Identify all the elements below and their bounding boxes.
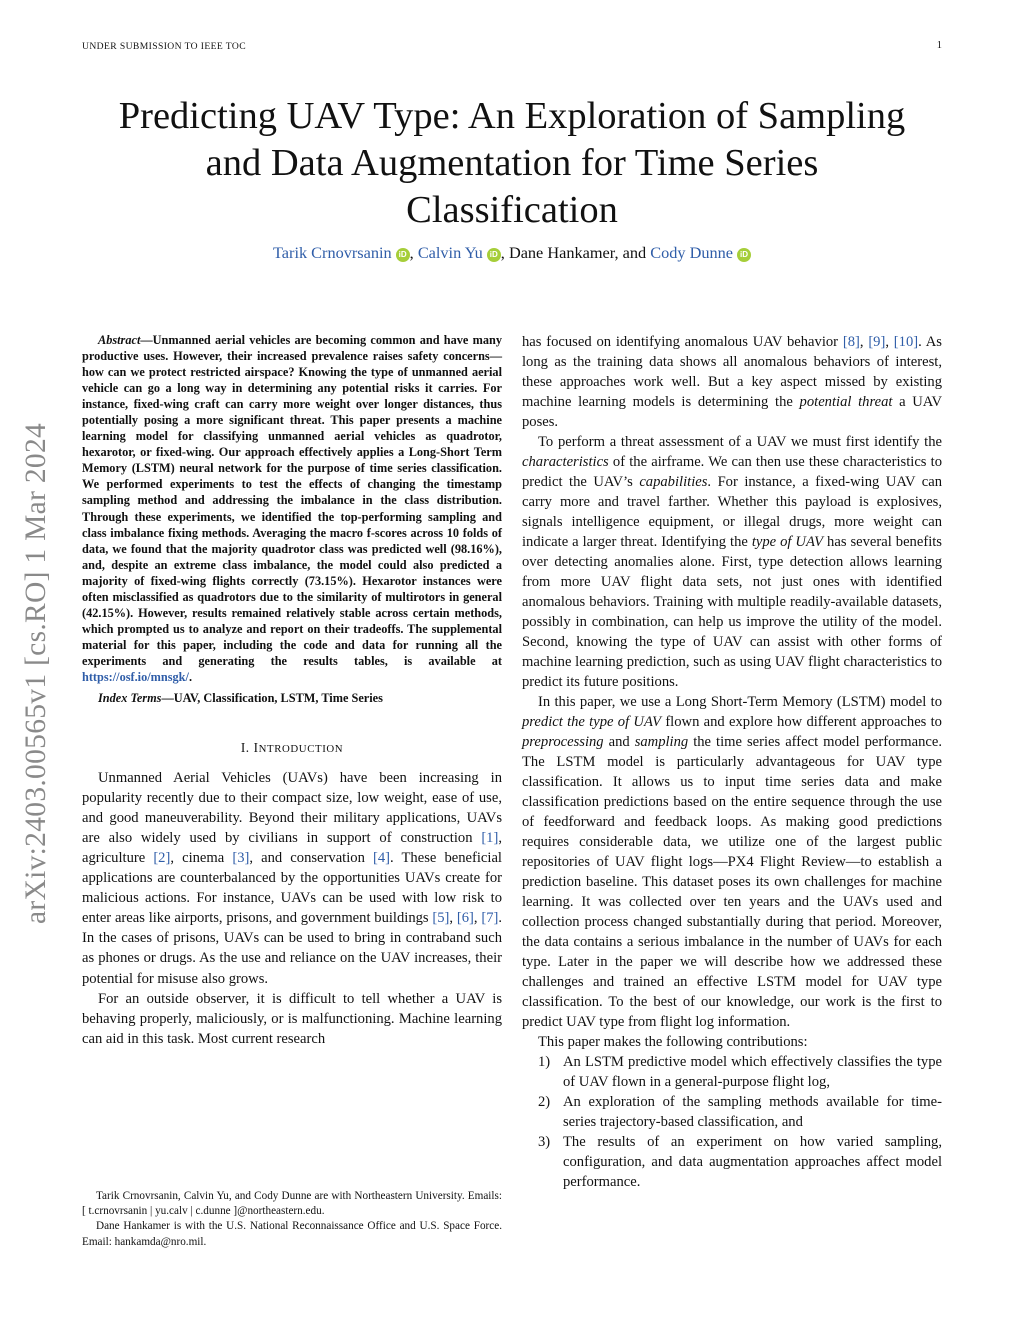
text-run: . In the cases of prisons, UAVs can be used to bring in contraband such as phones or drugs. As the use and reliance on the UAV increases, their potential for misuse also grows. <box>82 910 503 987</box>
text-run: has several benefits over detecting anomalies alone. First, type detection allows learning from more UAV flight data sets, not just ones with identified anomalous behaviors. Training with multiple readily-available datasets, possibly in combination, can help us improve the utility of the model. Second, knowing the type of UAV can assist with other forms of machine learning prediction, such as using UAV flight characteristics to predict its future positions. <box>522 534 942 690</box>
citation-link[interactable]: [3] <box>232 850 250 867</box>
paper-title <box>60 93 964 234</box>
emphasis: preprocessing <box>522 734 604 750</box>
list-number: 1) <box>538 1054 551 1070</box>
list-number: 3) <box>538 1134 551 1150</box>
text-run: , <box>449 910 457 927</box>
abstract-text: Unmanned aerial vehicles are becoming common and have many productive uses. However, their increased prevalence raises safety concerns—how can we protect restricted airspace? Knowing the type of unmanned aerial vehicle can go a long way in determining any potential risks it carries. For instance, fixed-wing craft can carry more weight over longer distances, thus potentially posing a more significant threat. This paper presents a machine learning model for classifying unmanned aerial vehicles as quadrotor, hexarotor, or fixed-wing. Our approach effectively applies a Long-Short Term Memory (LSTM) neural network for the purpose of time series classification. We performed experiments to test the effects of changing the timestamp sampling method and addressing the imbalance in the class distribution. Through these experiments, we identified the top-performing sampling and class imbalance fixing methods. Averaging the macro f-scores across 10 folds of data, we found that the majority quadrotor class was predicted well (98.16%), and, despite an extreme class imbalance, the model could also predicted a majority of fixed-wing flights correctly (73.15%). Hexarotor instances were often misclassified as quadrotors due to the similarity of multirotors in general (42.15%). However, results remained relatively stable across certain methods, which prompted us to analyze and report on their tradeoffs. The supplemental material for this paper, including the code and data for running all the experiments and generating the results tables, is available at <box>82 333 502 668</box>
emphasis: sampling <box>634 734 689 750</box>
text-run: , <box>473 910 482 927</box>
supplement-link[interactable]: https://osf.io/mnsgk/ <box>82 669 189 684</box>
title-line: Predicting UAV Type: An Exploration of Sampling <box>118 95 906 137</box>
list-text: The results of an experiment on how varied sampling, configuration, and data augmentation approaches affect model performance. <box>563 1134 942 1190</box>
author-link[interactable]: Cody Dunne <box>650 243 733 262</box>
section-heading-introduction <box>82 740 502 756</box>
author-list <box>60 243 964 263</box>
text-run: and <box>603 734 635 750</box>
list-item <box>522 1052 942 1092</box>
abstract-end: . <box>188 669 193 684</box>
running-header: UNDER SUBMISSION TO IEEE TOC <box>82 41 247 52</box>
left-column <box>82 332 502 1049</box>
citation-link[interactable]: [9] <box>868 334 886 350</box>
text-run: the time series affect model performance. The LSTM model is particularly advantageous for UAV type classification. It allows us to input time series data and make classification predictions based on the entire sequence through the use of feedforward and feedback loops. As making good predictions requires considerable data, we utilize one of the largest public repositories of UAV flight logs—PX4 Flight Review—to establish a prediction baseline. This dataset poses its own challenges for machine learning. It was collected over ten years and the UAVs used and collection process changed substantially during that period. Moreover, the data contains a serious imbalance in the number of UAVs for each type. Later in the paper we will describe how we addressed these challenges and trained an effective LSTM model for UAV type classification. To the best of our knowledge, our work is the first to predict UAV type from flight log information. <box>522 734 942 1030</box>
text-run: Unmanned Aerial Vehicles (UAVs) have been increasing in popularity recently due to their compact size, low weight, ease of use, and good maneuverability. Beyond their military applications, UAVs are also widely used by civilians in support of construction <box>82 770 502 847</box>
body-paragraph: This paper makes the following contributions: <box>538 1034 808 1050</box>
text-run: , <box>885 334 894 350</box>
citation-link[interactable]: [4] <box>372 850 391 867</box>
index-terms-text: —UAV, Classification, LSTM, Time Series <box>161 691 383 706</box>
text-run: , cinema <box>170 850 233 867</box>
index-terms-label: Index Terms <box>98 691 162 706</box>
list-item <box>522 1092 942 1132</box>
list-text: An LSTM predictive model which effectively classifies the type of UAV flown in a general-purpose flight log, <box>563 1054 942 1090</box>
abstract-label: Abstract <box>98 333 141 347</box>
citation-link[interactable]: [8] <box>842 334 860 350</box>
author-link[interactable]: Calvin Yu <box>417 243 483 262</box>
body-paragraph <box>522 432 942 692</box>
emphasis: predict the type of UAV <box>522 714 662 730</box>
right-column <box>522 332 942 1192</box>
intro-paragraph <box>82 768 502 989</box>
abstract <box>82 332 502 685</box>
text-run: , agriculture <box>82 830 502 867</box>
section-first-letter: I <box>253 740 259 756</box>
orcid-icon[interactable]: iD <box>487 248 501 262</box>
section-numeral: I. <box>240 740 254 756</box>
emphasis: type of UAV <box>751 534 824 550</box>
citation-link[interactable]: [2] <box>153 850 171 867</box>
arxiv-identifier: arXiv:2403.00565v1 [cs.RO] 1 Mar 2024 <box>20 422 52 924</box>
text-run: , and conservation <box>249 850 373 867</box>
text-run: flown and explore how different approaches to <box>661 714 942 730</box>
citation-link[interactable]: [7] <box>481 910 499 927</box>
body-paragraph <box>522 692 942 1032</box>
orcid-icon[interactable]: iD <box>396 248 410 262</box>
citation-link[interactable]: [1] <box>481 830 499 847</box>
author-separator: , <box>409 243 418 262</box>
section-title-rest: NTRODUCTION <box>258 743 344 756</box>
text-run: . For instance, a fixed-wing UAV can carry more and travel farther. Whether this payload is explosives, signals intelligence equipment, or illegal drugs, more weight can indicate a larger threat. Identifying the <box>522 474 943 550</box>
footnotes <box>82 1189 502 1250</box>
page-number: 1 <box>936 40 942 51</box>
body-paragraph <box>522 332 942 432</box>
list-number: 2) <box>538 1094 551 1110</box>
text-run: . As long as the training data shows all anomalous behaviors of interest, these approaches work well. But a key aspect missed by existing machine learning models is determining the <box>522 334 942 410</box>
text-run: a UAV poses. <box>522 394 943 430</box>
list-text: An exploration of the sampling methods available for time-series trajectory-based classification, and <box>563 1094 942 1130</box>
citation-link[interactable]: [10] <box>893 334 919 350</box>
emphasis: potential threat <box>799 394 893 410</box>
emphasis: characteristics <box>522 454 609 470</box>
text-run: In this paper, we use a Long Short-Term Memory (LSTM) model to <box>538 694 942 710</box>
title-line: and Data Augmentation for Time Series <box>205 142 819 184</box>
orcid-icon[interactable]: iD <box>737 248 751 262</box>
emphasis: capabilities <box>639 474 708 490</box>
footnote-affiliation: Tarik Crnovrsanin, Calvin Yu, and Cody Dunne are with Northeastern University. Emails: [ t.crnovrsanin | yu.calv | c.dunne ]@northeastern.edu. <box>82 1190 502 1218</box>
author-link[interactable]: Tarik Crnovrsanin <box>272 243 392 262</box>
author-text: , Dane Hankamer, and <box>500 243 651 262</box>
footnote-affiliation: Dane Hankamer is with the U.S. National Reconnaissance Office and U.S. Space Force. Email: hankamda@nro.mil. <box>82 1220 502 1248</box>
citation-link[interactable]: [5] <box>432 910 450 927</box>
text-run: of the airframe. We can then use these characteristics to predict the UAV’s <box>522 454 942 490</box>
text-run: , <box>859 334 869 350</box>
text-run: To perform a threat assessment of a UAV we must first identify the <box>538 434 942 450</box>
citation-link[interactable]: [6] <box>456 910 474 927</box>
intro-paragraph: For an outside observer, it is difficult to tell whether a UAV is behaving properly, maliciously, or is malfunctioning. Machine learning can aid in this task. Most current research <box>82 990 502 1047</box>
index-terms <box>82 691 502 706</box>
contributions-list <box>522 1052 942 1192</box>
text-run: . These beneficial applications are counterbalanced by the opportunities UAVs create for malicious actions. For instance, UAVs can be used with low risk to enter areas like airports, prisons, and government buildings <box>82 850 502 927</box>
title-line: Classification <box>406 189 618 231</box>
list-item <box>522 1132 942 1192</box>
abstract-dash: — <box>140 333 153 347</box>
text-run: has focused on identifying anomalous UAV behavior <box>522 334 843 350</box>
